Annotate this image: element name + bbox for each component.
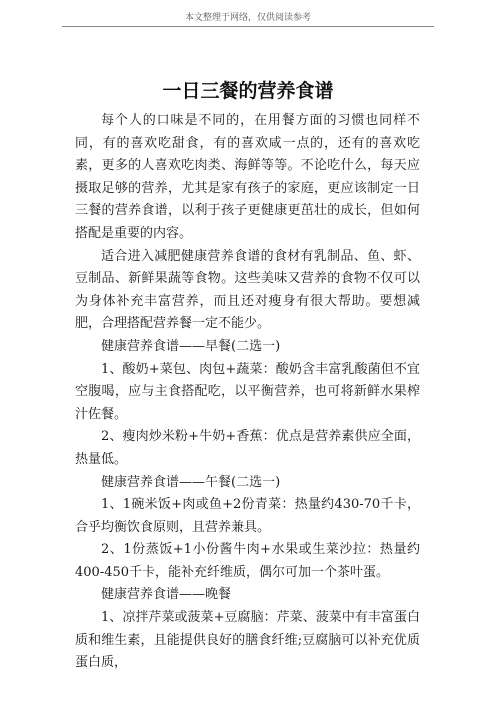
paragraph-ingredients: 适合进入减肥健康营养食谱的食材有乳制品、鱼、虾、豆制品、新鲜果蔬等食物。这些美味又营养的食物不仅可以为身体补充丰富营养，而且还对瘦身有很大帮助。要想减肥，合理搭配营养餐一定不能少。 bbox=[75, 248, 420, 332]
lunch-option-2: 2、1份蒸饭+1小份酱牛肉+水果或生菜沙拉：热量约400-450千卡，能补充纤维质，偶尔可加一个茶叶蛋。 bbox=[75, 542, 420, 580]
breakfast-option-2: 2、瘦肉炒米粉+牛奶+香蕉：优点是营养素供应全面，热量低。 bbox=[75, 429, 420, 467]
header-divider bbox=[62, 26, 434, 27]
lunch-option-1: 1、1碗米饭+肉或鱼+2份青菜：热量约430-70千卡，合乎均衡饮食原则，且营养兼具。 bbox=[75, 497, 420, 535]
dinner-option-1: 1、凉拌芹菜或菠菜+豆腐脑：芹菜、菠菜中有丰富蛋白质和维生素，且能提供良好的膳食纤维;豆腐脑可以补充优质蛋白质， bbox=[75, 610, 420, 671]
header-note: 本文整理于网络，仅供阅读参考 bbox=[184, 13, 311, 23]
page-title: 一日三餐的营养食谱 bbox=[162, 80, 334, 102]
section-heading-dinner: 健康营养食谱——晚餐 bbox=[101, 587, 232, 603]
paragraph-intro: 每个人的口味是不同的，在用餐方面的习惯也同样不同，有的喜欢吃甜食，有的喜欢咸一点的，还有的喜欢吃素，更多的人喜欢吃肉类、海鲜等等。不论吃什么，每天应摄取足够的营养，尤其是家有孩子的家庭，更应该制定一日三餐的营养食谱，以利于孩子更健康更茁壮的成长，但如何搭配是重要的内容。 bbox=[75, 113, 420, 241]
breakfast-option-1: 1、酸奶+菜包、肉包+蔬菜：酸奶含丰富乳酸菌但不宜空腹喝，应与主食搭配吃，以平衡营养，也可将新鲜水果榨汁佐餐。 bbox=[75, 361, 420, 422]
section-heading-lunch: 健康营养食谱——午餐(二选一) bbox=[101, 474, 281, 490]
section-heading-breakfast: 健康营养食谱——早餐(二选一) bbox=[101, 338, 281, 354]
article-body bbox=[75, 110, 420, 675]
